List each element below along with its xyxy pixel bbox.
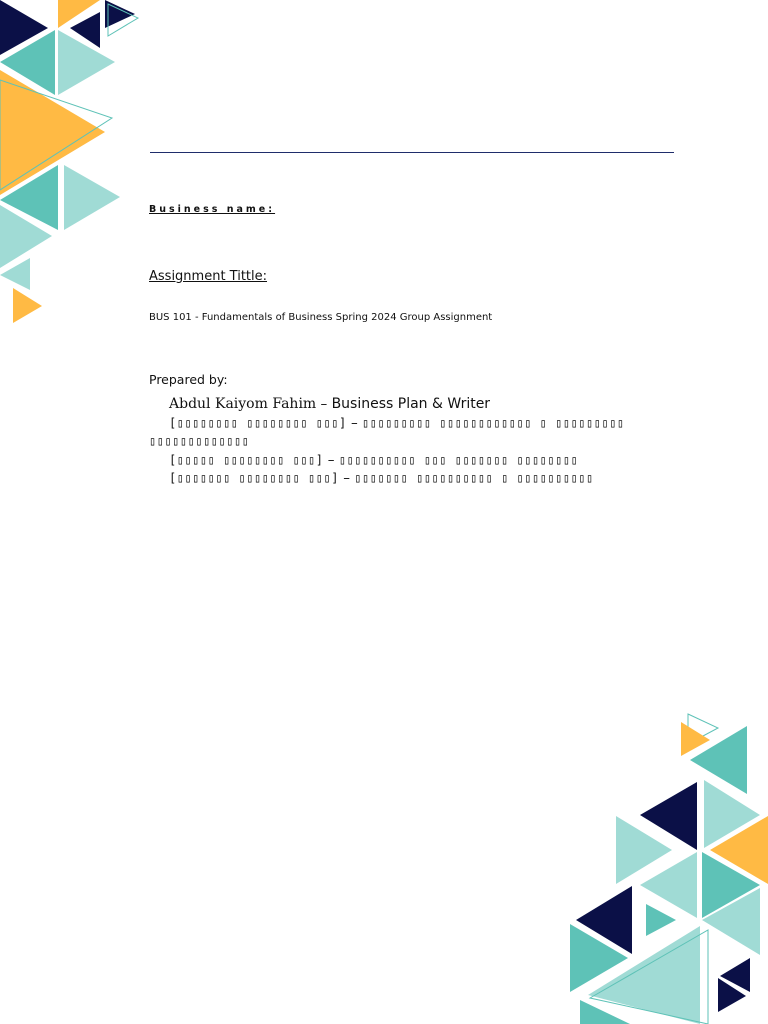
prepared-by-label: Prepared by: — [149, 372, 228, 387]
member-name: [▯▯▯▯▯▯▯▯ ▯▯▯▯▯▯▯▯ ▯▯▯] — [169, 415, 347, 430]
title-divider-line — [150, 152, 674, 153]
team-member-2: [▯▯▯▯▯▯▯▯ ▯▯▯▯▯▯▯▯ ▯▯▯] – ▯▯▯▯▯▯▯▯▯ ▯▯▯▯▯▯▯▯▯▯▯▯ ▯ ▯▯▯▯▯▯▯▯▯ ▯▯▯▯▯▯▯▯▯▯▯▯▯ — [149, 414, 625, 448]
member-role: ▯▯▯▯▯▯▯ ▯▯▯▯▯▯▯▯▯▯ ▯ ▯▯▯▯▯▯▯▯▯▯ — [354, 471, 594, 485]
bottom-right-triangle-decoration — [560, 700, 768, 1024]
member-name: [▯▯▯▯▯▯▯ ▯▯▯▯▯▯▯▯ ▯▯▯] — [169, 471, 339, 485]
business-name-label: Business name: — [149, 204, 276, 215]
team-member-3: [▯▯▯▯▯ ▯▯▯▯▯▯▯▯ ▯▯▯] – ▯▯▯▯▯▯▯▯▯▯ ▯▯▯ ▯▯▯▯▯▯▯ ▯▯▯▯▯▯▯▯ — [169, 451, 579, 468]
assignment-title-label: Assignment Tittle: — [149, 269, 268, 284]
member-name: [▯▯▯▯▯ ▯▯▯▯▯▯▯▯ ▯▯▯] — [169, 452, 324, 467]
member-role: ▯▯▯▯▯▯▯▯▯ ▯▯▯▯▯▯▯▯▯▯▯▯ ▯ ▯▯▯▯▯▯▯▯▯ ▯▯▯▯▯▯▯▯▯▯▯▯▯ — [149, 415, 625, 448]
team-member-1: Abdul Kaiyom Fahim – Business Plan & Writer — [169, 396, 491, 412]
team-member-4: [▯▯▯▯▯▯▯ ▯▯▯▯▯▯▯▯ ▯▯▯] – ▯▯▯▯▯▯▯ ▯▯▯▯▯▯▯▯▯▯ ▯ ▯▯▯▯▯▯▯▯▯▯ — [169, 470, 594, 486]
member-role: ▯▯▯▯▯▯▯▯▯▯ ▯▯▯ ▯▯▯▯▯▯▯ ▯▯▯▯▯▯▯▯ — [338, 452, 579, 467]
team-members-list — [149, 395, 629, 488]
member-role: Business Plan & Writer — [331, 396, 491, 412]
course-line: BUS 101 - Fundamentals of Business Spring 2024 Group Assignment — [149, 312, 493, 323]
member-name: Abdul Kaiyom Fahim — [169, 396, 317, 412]
top-left-triangle-decoration — [0, 0, 150, 330]
